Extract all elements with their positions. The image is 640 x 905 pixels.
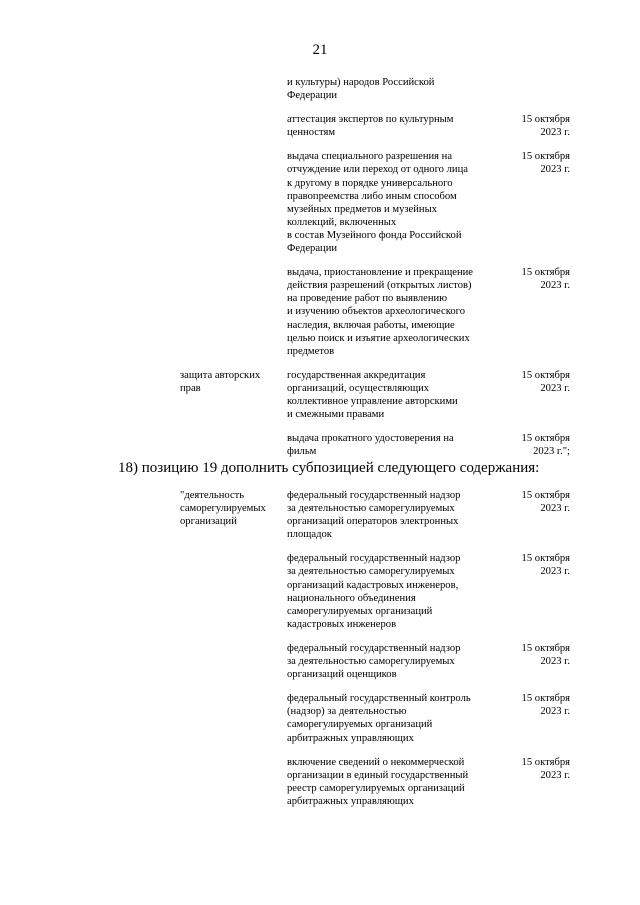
activity-table-1 <box>180 76 570 469</box>
date-cell: 15 октября 2023 г. <box>521 693 570 718</box>
date-cell: 15 октября 2023 г. <box>521 114 570 139</box>
description-cell: выдача прокатного удостоверения на фильм <box>287 433 454 458</box>
date-cell: 15 октября 2023 г. <box>521 553 570 578</box>
description-cell: включение сведений о некоммерческой организации в единый государственный реестр саморегулируемых организаций арбитражных управляющих <box>287 756 469 807</box>
date-cell: 15 октября 2023 г. <box>521 369 570 394</box>
page-number: 21 <box>312 42 328 58</box>
date-cell: 15 октября 2023 г. <box>521 490 570 515</box>
description-cell: федеральный государственный надзор за деятельностью саморегулируемых организаций оценщиков <box>287 642 461 681</box>
table-row <box>180 76 570 102</box>
table-row <box>180 369 570 421</box>
activity-cell: защита авторских прав <box>180 369 261 394</box>
table-row <box>180 756 570 808</box>
activity-cell: "деятельность саморегулируемых организаций <box>180 490 266 528</box>
table-row <box>180 642 570 681</box>
description-cell: аттестация экспертов по культурным ценностям <box>287 114 454 139</box>
description-cell: государственная аккредитация организаций, осуществляющих коллективное управление авторскими и смежными правами <box>287 369 458 421</box>
table-row <box>180 150 570 255</box>
date-cell: 15 октября 2023 г. <box>521 642 570 668</box>
activity-table-2 <box>180 489 570 819</box>
date-cell: 15 октября 2023 г. <box>521 151 570 176</box>
description-cell: федеральный государственный надзор за деятельностью саморегулируемых организаций операторов электронных площадок <box>287 490 461 541</box>
description-cell: федеральный государственный надзор за деятельностью саморегулируемых организаций кадастровых инженеров, национального объединения саморегулируемых организаций кадастровых инженеров <box>287 553 461 630</box>
table-row <box>180 489 570 541</box>
description-cell: и культуры) народов Российской Федерации <box>287 77 435 102</box>
table-row <box>180 692 570 744</box>
table-row <box>180 552 570 631</box>
table-row <box>180 113 570 139</box>
amendment-heading: 18) позицию 19 дополнить субпозицией следующего содержания: <box>118 460 540 476</box>
date-cell: 15 октября 2023 г. <box>521 756 570 781</box>
date-cell: 15 октября 2023 г. <box>521 267 570 292</box>
date-cell: 15 октября 2023 г."; <box>521 433 570 458</box>
description-cell: федеральный государственный контроль (надзор) за деятельностью саморегулируемых организаций арбитражных управляющих <box>287 693 471 744</box>
description-cell: выдача специального разрешения на отчуждение или переход от одного лица к другому в порядке универсального правопреемства либо иным способом музейных предметов и музейных коллекций, включенных в состав Музейного фонда Российской Федерации <box>287 151 468 255</box>
table-row <box>180 266 570 358</box>
table-row <box>180 432 570 458</box>
description-cell: выдача, приостановление и прекращение действия разрешений (открытых листов) на проведение работ по выявлению и изучению объектов археологического наследия, включая работы, имеющие целью поиск и изъятие археологических предметов <box>287 267 474 357</box>
